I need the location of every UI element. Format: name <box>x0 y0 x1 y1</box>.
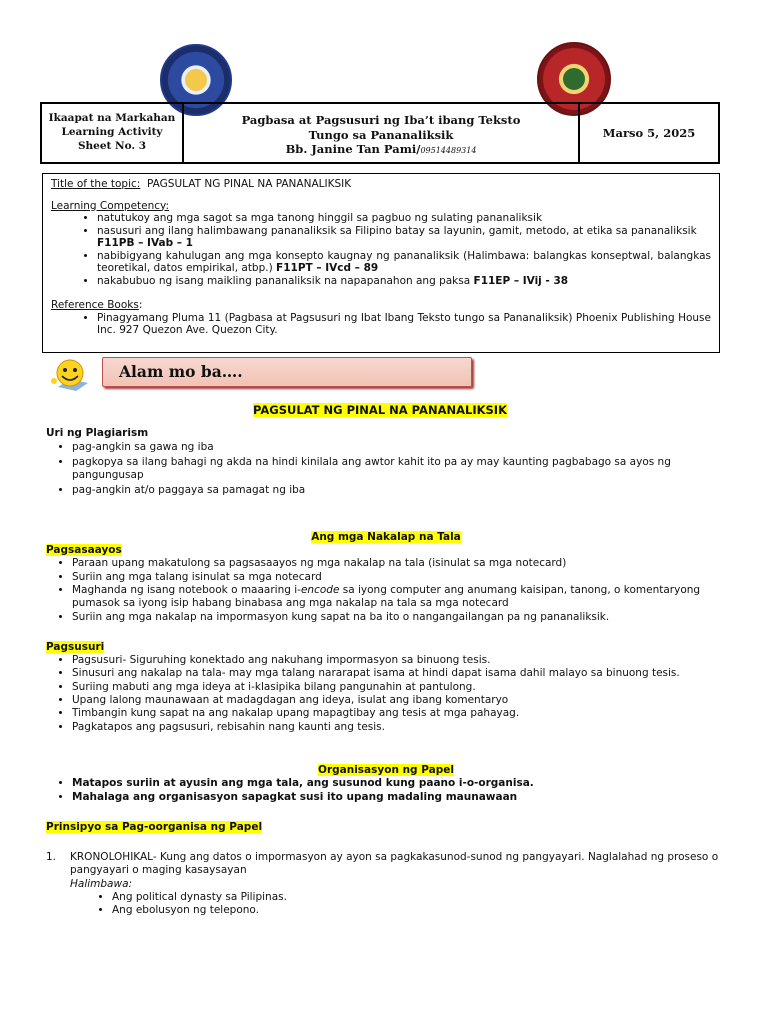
banner-text: Alam mo ba…. <box>119 362 243 381</box>
examples-list <box>70 891 726 918</box>
list-item: • Paraan upang makatulong sa pagsasaayos ng mga nakalap na tala (isinulat sa mga notecard) <box>72 557 726 570</box>
date-text: Marso 5, 2025 <box>602 126 696 140</box>
plagiarism-heading: Uri ng Plagiarism <box>46 427 149 440</box>
competency-item: • nakabubuo ng isang maikling pananaliksik na napapanahon ang paksa F11EP – IVij - 38 <box>97 275 711 288</box>
list-item: • Maghanda ng isang notebook o maaaring i-encode sa iyong computer ang anumang kaisipan, tanong, o komentaryong pumasok sa iyong isip habang binabasa ang mga nakalap na tala sa mga notecard <box>72 584 726 611</box>
prinsipyo-heading: Prinsipyo sa Pag-oorganisa ng Papel <box>46 820 263 833</box>
sheet-text: Sheet No. 3 <box>77 140 147 152</box>
organisasyon-list <box>46 777 726 804</box>
list-item: • Suriing mabuti ang mga ideya at i-klasipika bilang pangunahin at pantulong. <box>72 681 726 694</box>
list-item: • Upang lalong maunawaan at madagdagan ang ideya, isulat ang ibang komentaryo <box>72 694 726 707</box>
topic-box: Title of the topic: PAGSULAT NG PINAL NA PANANALIKSIK Learning Competency: • natutukoy ang mga sagot sa mga tanong hinggil sa pagbuo ng sulating pananaliksik • nasusuri ang ilang halimbawang pananaliksik sa Filipino batay sa layunin, gamit, metodo, at etika sa pananaliksik F11PB – IVab – 1 • nabibigyang kahulugan ang mga konsepto kaugnay ng pananaliksik (Halimbawa: balangkas konseptwal, balangkas teoretikal, datos empirikal, atbp.) F11PT – IVcd – 89 • nakabubuo ng isang maikling pananaliksik na napapanahon ang paksa F11EP – IVij - 38 Reference Books: • Pinagyamang Pluma 11 (Pagbasa at Pagsusuri ng Ibat Ibang Teksto tungo sa Pananaliksik) Phoenix Publishing House Inc. 927 Quezon Ave. Quezon City. <box>42 173 720 353</box>
pagsusuri-list <box>46 654 726 734</box>
subject-line2: Tungo sa Pananaliksik <box>308 127 454 142</box>
quarter-text: Ikaapat na Markahan <box>48 112 176 124</box>
item-number: 1. <box>46 851 57 864</box>
list-item: • Matapos suriin at ayusin ang mga tala, ang susunod kung paano i-o-organisa. <box>72 777 726 790</box>
header-subject-cell <box>184 104 580 162</box>
list-item: • Timbangin kung sapat na ang nakalap upang mapagtibay ang tesis at mga pahayag. <box>72 707 726 720</box>
pagsusuri-heading: Pagsusuri <box>46 640 105 653</box>
activity-text: Learning Activity <box>61 126 163 138</box>
title-label: Title of the topic: <box>51 178 141 190</box>
halimbawa-label: Halimbawa: <box>70 877 133 890</box>
list-item: • pag-angkin sa gawa ng iba <box>72 441 726 454</box>
item-text: KRONOLOHIKAL- Kung ang datos o impormasyon ay ayon sa pagkakasunod-sunod ng pangyayari. Naglalahad ng proseso o pangyayari o maging kasaysayan <box>70 851 719 877</box>
list-item: • Mahalaga ang organisasyon sapagkat susi ito upang madaling maunawaan <box>72 791 726 804</box>
header-date-cell <box>580 104 718 162</box>
competency-item: • natutukoy ang mga sagot sa mga tanong hinggil sa pagbuo ng sulating pananaliksik <box>97 212 711 225</box>
plagiarism-list <box>46 441 726 498</box>
competency-item: • nasusuri ang ilang halimbawang pananaliksik sa Filipino batay sa layunin, gamit, metodo, at etika sa pananaliksik F11PB – IVab – 1 <box>97 225 711 250</box>
teacher-phone: 09514489314 <box>420 146 477 155</box>
competency-label: Learning Competency: <box>51 199 170 212</box>
pagsasaayos-heading: Pagsasaayos <box>46 544 122 557</box>
reference-item: • Pinagyamang Pluma 11 (Pagbasa at Pagsusuri ng Ibat Ibang Teksto tungo sa Pananaliksik) Phoenix Publishing House Inc. 927 Quezon Ave. Quezon City. <box>97 312 711 337</box>
pagsasaayos-list <box>46 557 726 623</box>
prinsipyo-item <box>46 851 726 917</box>
main-title: PAGSULAT NG PINAL NA PANANALIKSIK <box>253 403 507 417</box>
nakalap-heading: Ang mga Nakalap na Tala <box>311 530 461 543</box>
smiley-face-icon <box>48 357 96 393</box>
header-table <box>40 102 720 164</box>
list-item: • Suriin ang mga nakalap na impormasyon kung sapat na ba ito o nangangailangan pa ng pananaliksik. <box>72 611 726 624</box>
reference-label: Reference Books <box>51 299 139 311</box>
main-content <box>46 404 726 918</box>
topic-title: PAGSULAT NG PINAL NA PANANALIKSIK <box>147 178 352 190</box>
subject-line1: Pagbasa at Pagsusuri ng Iba’t ibang Teksto <box>241 113 521 127</box>
list-item: • pag-angkin at/o paggaya sa pamagat ng iba <box>72 484 726 497</box>
list-item: • Suriin ang mga talang isinulat sa mga notecard <box>72 571 726 584</box>
organisasyon-heading: Organisasyon ng Papel <box>318 763 454 776</box>
list-item: • pagkopya sa ilang bahagi ng akda na hindi kinilala ang awtor kahit ito pa ay may kaunting pagbabago sa ayos ng pangungusap <box>72 456 726 483</box>
teacher-name: Bb. Janine Tan Pami/ <box>285 142 421 156</box>
list-item: • Pagsusuri- Siguruhing konektado ang nakuhang impormasyon sa binuong tesis. <box>72 654 726 667</box>
list-item: • Ang political dynasty sa Pilipinas. <box>112 891 726 904</box>
list-item: • Sinusuri ang nakalap na tala- may mga talang nararapat isama at hindi dapat isama dahil malayo sa binuong tesis. <box>72 667 726 680</box>
list-item: • Pagkatapos ang pagsusuri, rebisahin nang kaunti ang tesis. <box>72 721 726 734</box>
header-quarter-cell <box>42 104 184 162</box>
alam-mo-ba-banner <box>102 357 472 387</box>
competency-list <box>51 212 711 287</box>
reference-list <box>51 312 711 337</box>
competency-item: • nabibigyang kahulugan ang mga konsepto kaugnay ng pananaliksik (Halimbawa: balangkas konseptwal, balangkas teoretikal, datos empirikal, atbp.) F11PT – IVcd – 89 <box>97 250 711 275</box>
list-item: • Ang ebolusyon ng telepono. <box>112 904 726 917</box>
